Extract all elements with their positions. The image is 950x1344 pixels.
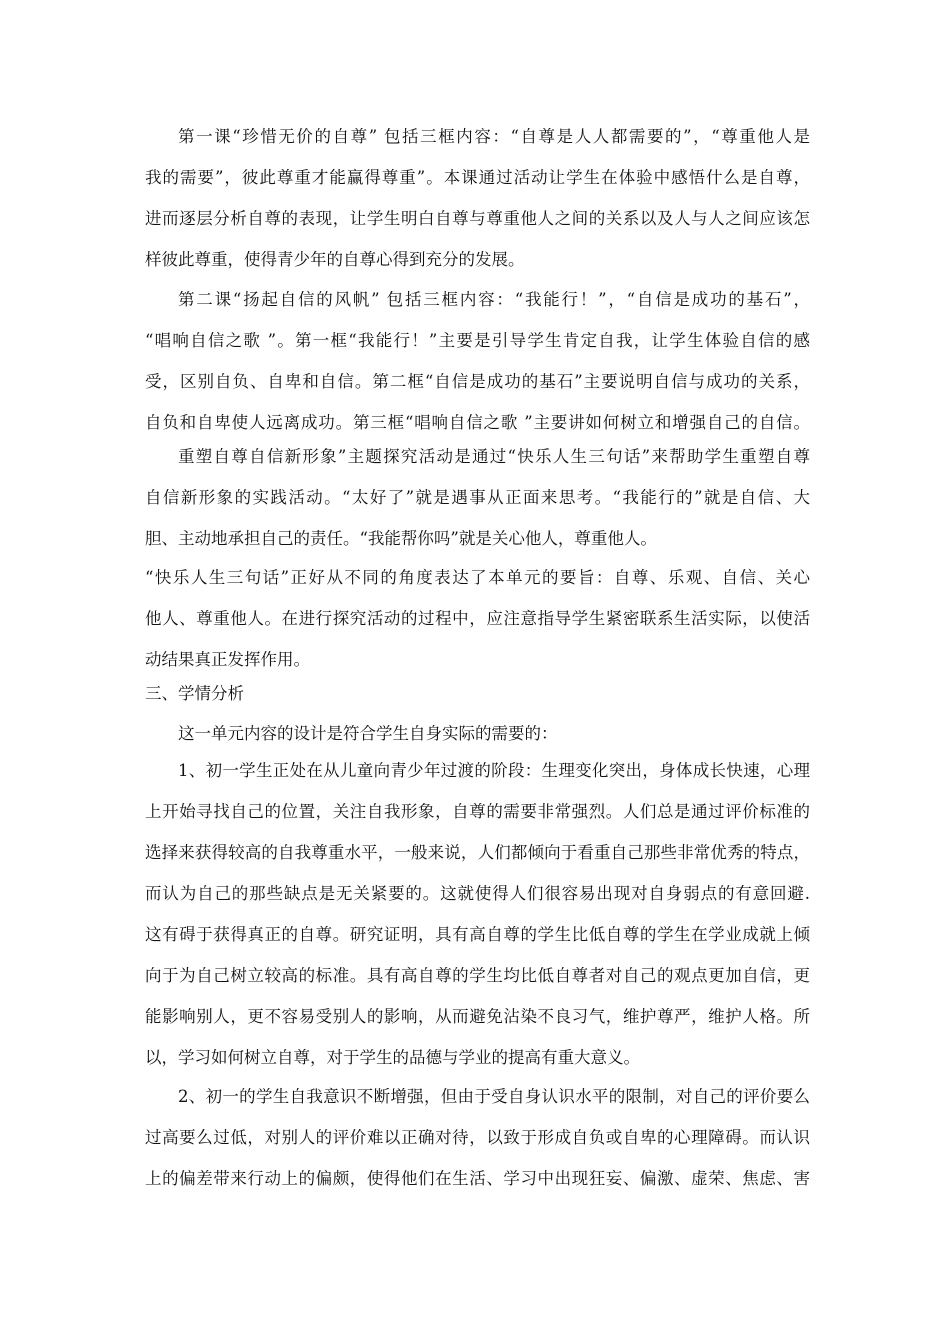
text-line: 自信新形象的实践活动。“太好了”就是遇事从正面来思考。“我能行的”就是自信、大 [145, 488, 810, 507]
text-line: 而认为自己的那些缺点是无关紧要的。这就使得人们很容易出现对自身弱点的有意回避. [145, 884, 810, 903]
text-line: 上的偏差带来行动上的偏颇，使得他们在生活、学习中出现狂妄、偏激、虚荣、焦虑、害 [145, 1169, 810, 1188]
text-line: 第二课“扬起自信的风帆” 包括三框内容：“我能行！”，“自信是成功的基石”， [178, 290, 810, 309]
paragraph-lesson-1 [145, 116, 810, 280]
text-line: 动结果真正发挥作用。 [145, 650, 310, 669]
text-line: 这一单元内容的设计是符合学生自身实际的需要的： [178, 724, 558, 743]
text-line: 他人、尊重他人。在进行探究活动的过程中，应注意指导学生紧密联系生活实际，以使活 [145, 609, 810, 628]
text-line: 2、初一的学生自我意识不断增强，但由于受自身认识水平的限制，对自己的评价要么 [178, 1087, 810, 1106]
paragraph-section-lead [145, 713, 810, 754]
paragraph-point-1 [145, 750, 810, 1078]
text-line: 第一课“珍惜无价的自尊” 包括三框内容：“自尊是人人都需要的”，“尊重他人是 [178, 127, 810, 146]
text-line: 自负和自卑使人远离成功。第三框“唱响自信之歌 ”主要讲如何树立和增强自己的自信。 [145, 413, 810, 432]
section-heading [145, 673, 810, 714]
text-line: 这有碍于获得真正的自尊。研究证明，具有高自尊的学生比低自尊的学生在学业成就上倾 [145, 925, 810, 944]
text-line: 重塑自尊自信新形象”主题探究活动是通过“快乐人生三句话”来帮助学生重塑自尊 [178, 447, 810, 466]
text-line: 以，学习如何树立自尊，对于学生的品德与学业的提高有重大意义。 [145, 1048, 640, 1067]
text-line: 向于为自己树立较高的标准。具有高自尊的学生均比低自尊者对自己的观点更加自信，更 [145, 966, 810, 985]
text-line: 进而逐层分析自尊的表现，让学生明白自尊与尊重他人之间的关系以及人与人之间应该怎 [145, 209, 810, 228]
text-line: 我的需要”，彼此尊重才能赢得尊重”。本课通过活动让学生在体验中感悟什么是自尊， [145, 168, 810, 187]
text-line: “唱响自信之歌 ”。第一框“我能行！”主要是引导学生肯定自我，让学生体验自信的感 [145, 331, 810, 350]
text-line: 样彼此尊重，使得青少年的自尊心得到充分的发展。 [145, 250, 525, 269]
text-line: 受，区别自负、自卑和自信。第二框“自信是成功的基石”主要说明自信与成功的关系， [145, 372, 810, 391]
text-line: “快乐人生三句话”正好从不同的角度表达了本单元的要旨：自尊、乐观、自信、关心 [145, 568, 810, 587]
text-line: 选择来获得较高的自我尊重水平，一般来说，人们都倾向于看重自己那些非常优秀的特点， [145, 843, 810, 862]
paragraph-three-sentences [145, 557, 810, 680]
text-line: 上开始寻找自己的位置，关注自我形象，自尊的需要非常强烈。人们总是通过评价标准的 [145, 802, 810, 821]
section-heading-text: 三、学情分析 [145, 684, 244, 703]
text-line: 能影响别人，更不容易受别人的影响，从而避免沾染不良习气，维护尊严，维护人格。所 [145, 1007, 810, 1026]
text-line: 1、初一学生正处在从儿童向青少年过渡的阶段：生理变化突出，身体成长快速，心理 [178, 761, 810, 780]
paragraph-point-2 [145, 1076, 810, 1199]
paragraph-lesson-2 [145, 279, 810, 443]
text-line: 过高要么过低，对别人的评价难以正确对待，以致于形成自负或自卑的心理障碍。而认识 [145, 1128, 810, 1147]
text-line: 胆、主动地承担自己的责任。“我能帮你吗”就是关心他人，尊重他人。 [145, 529, 657, 548]
paragraph-theme-activity [145, 436, 810, 559]
